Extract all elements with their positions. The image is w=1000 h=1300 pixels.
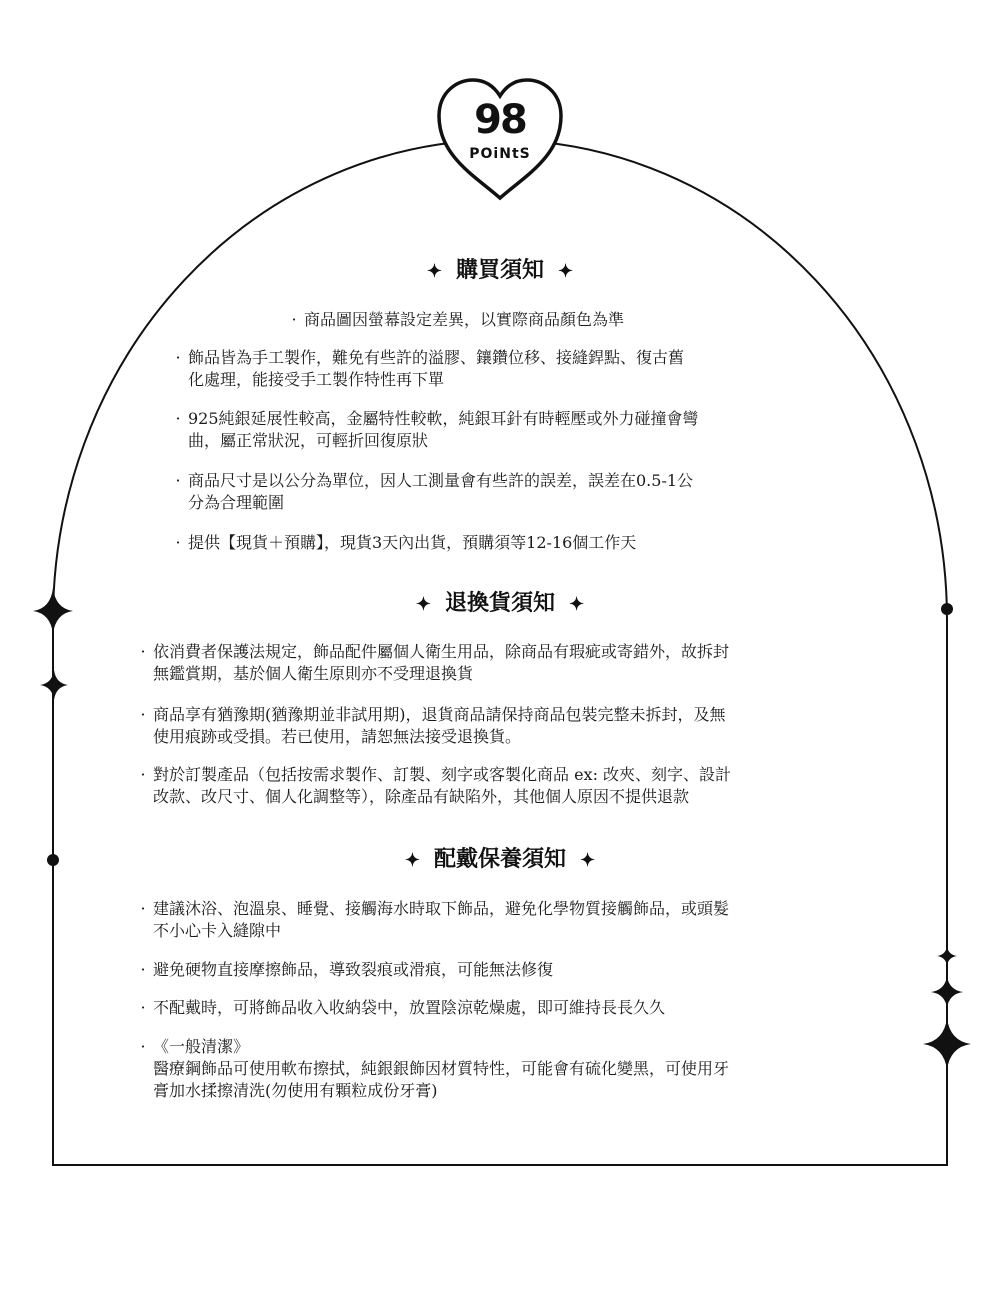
sparkle-icon: ✦ <box>569 594 585 615</box>
sparkle-icon: ✦ <box>580 850 596 871</box>
list-item: · 不配戴時，可將飾品收入收納袋中，放置陰涼乾燥處，即可維持長長久久 <box>153 997 665 1019</box>
list-item: · 對於訂製產品（包括按需求製作、訂製、刻字或客製化商品 ex: 改夾、刻字、設計 改款、改尺寸、個人化調整等），除產品有缺陷外，其他個人原因不提供退款 <box>153 764 731 808</box>
bullet-dot: · <box>291 310 297 329</box>
list-item: · 商品圖因螢幕設定差異，以實際商品顏色為準 <box>304 309 624 331</box>
list-item: · 提供【現貨＋預購】，現貨3天內出貨，預購須等12-16個工作天 <box>188 532 636 554</box>
bullet-dot: · <box>175 471 181 490</box>
sparkle-icon <box>33 588 73 634</box>
list-item: · 925純銀延展性較高，金屬特性較軟，純銀耳針有時輕壓或外力碰撞會彎 曲，屬正常狀況，可輕折回復原狀 <box>188 408 699 452</box>
sparkle-icon: ✦ <box>404 850 420 871</box>
sparkle-icon <box>923 1018 971 1070</box>
sparkle-icon: ✦ <box>426 261 442 282</box>
bullet-dot: · <box>140 705 146 724</box>
list-item: · 《一般清潔》 醫療鋼飾品可使用軟布擦拭，純銀銀飾因材質特性，可能會有硫化變黑，可使用牙 膏加水揉擦清洗(勿使用有顆粒成份牙膏) <box>153 1036 729 1102</box>
list-item: · 商品尺寸是以公分為單位，因人工測量會有些許的誤差，誤差在0.5-1公 分為合理範圍 <box>188 470 693 514</box>
bullet-dot: · <box>140 899 146 918</box>
heading-returns: ✦ 退換貨須知 ✦ <box>0 588 1000 620</box>
sparkle-icon <box>931 976 963 1008</box>
bullet-dot: · <box>140 998 146 1017</box>
bullet-dot: · <box>175 533 181 552</box>
logo-text: POiNtS <box>469 146 531 162</box>
bullet-dot: · <box>140 765 146 784</box>
sparkle-icon: ✦ <box>415 594 431 615</box>
sparkle-icon: ✦ <box>558 261 574 282</box>
list-item: · 避免硬物直接摩擦飾品，導致裂痕或滑痕，可能無法修復 <box>153 959 553 981</box>
bullet-dot: · <box>175 409 181 428</box>
list-item: · 建議沐浴、泡溫泉、睡覺、接觸海水時取下飾品，避免化學物質接觸飾品，或頭髮 不小心卡入縫隙中 <box>153 898 729 942</box>
sparkle-icon <box>40 670 68 700</box>
sparkle-icon <box>937 946 957 966</box>
bullet-dot: · <box>140 642 146 661</box>
list-item: · 商品享有猶豫期(猶豫期並非試用期)，退貨商品請保持商品包裝完整未拆封，及無 使用痕跡或受損。若已使用，請恕無法接受退換貨。 <box>153 704 726 748</box>
list-item: · 飾品皆為手工製作，難免有些許的溢膠、鑲鑽位移、接縫銲點、復古舊 化處理，能接受手工製作特性再下單 <box>188 347 684 391</box>
heading-care: ✦ 配戴保養須知 ✦ <box>0 844 1000 876</box>
heading-purchase: ✦ 購買須知 ✦ <box>0 255 1000 287</box>
bullet-dot: · <box>140 1037 146 1056</box>
brand-logo <box>435 76 565 202</box>
bullet-dot: · <box>140 960 146 979</box>
logo-number: 98 <box>474 97 526 143</box>
bullet-dot: · <box>175 348 181 367</box>
list-item: · 依消費者保護法規定，飾品配件屬個人衛生用品，除商品有瑕疵或寄錯外，故拆封 無鑑賞期，基於個人衛生原則亦不受理退換貨 <box>153 641 729 685</box>
